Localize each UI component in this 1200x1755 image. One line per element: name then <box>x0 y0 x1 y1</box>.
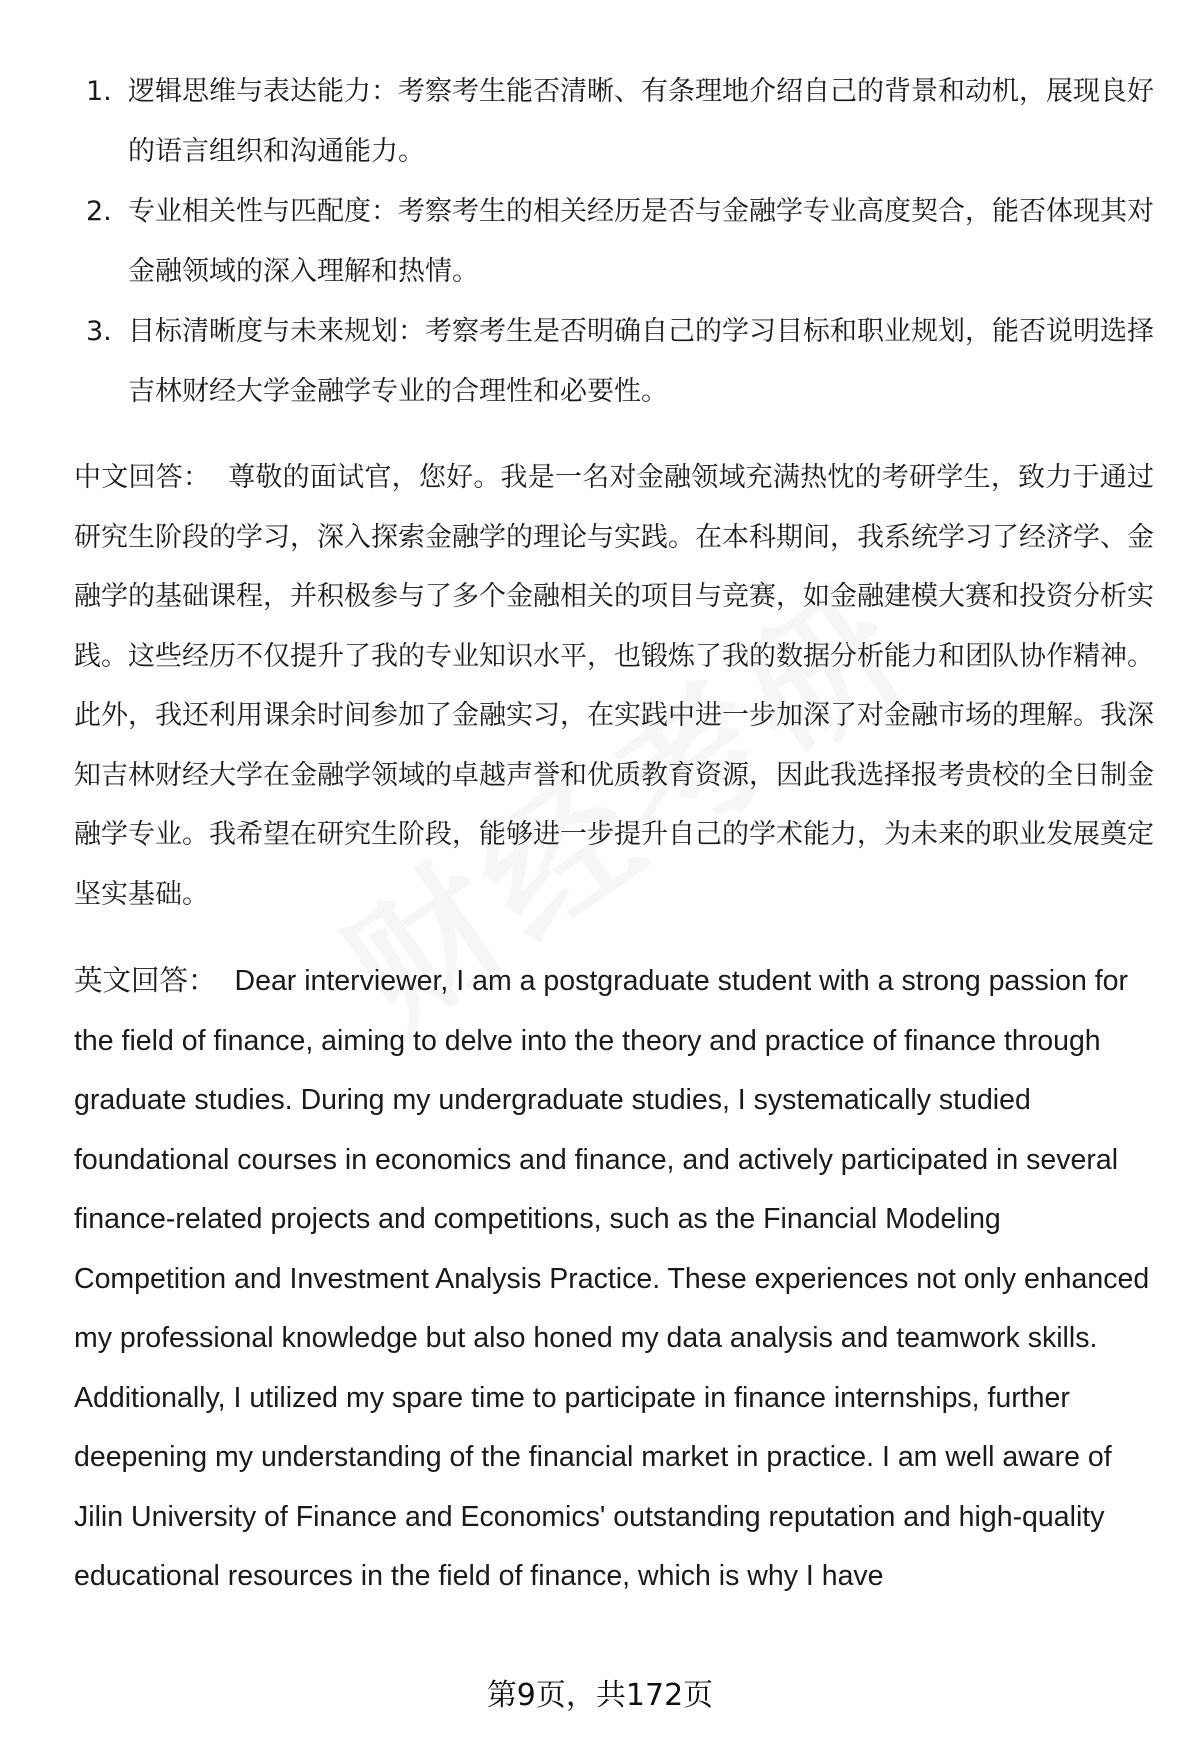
criteria-list <box>74 62 1154 422</box>
list-item-text: 逻辑思维与表达能力：考察考生能否清晰、有条理地介绍自己的背景和动机，展现良好的语言组织和沟通能力。 <box>128 76 1154 167</box>
english-answer-text: Dear interviewer, I am a postgraduate student with a strong passion for the field of finance, aiming to delve into the theory and practice of finance through graduate studies. During my undergraduate studies, I systematically studied foundational courses in economics and finance, and actively participated in several finance-related projects and competitions, such as the Financial Modeling Competition and Investment Analysis Practice. These experiences not only enhanced my professional knowledge but also honed my data analysis and teamwork skills. Additionally, I utilized my spare time to participate in finance internships, further deepening my understanding of the financial market in practice. I am well aware of Jilin University of Finance and Economics' outstanding reputation and high-quality educational resources in the field of finance, which is why I have <box>74 965 1150 1592</box>
list-item <box>74 302 1154 422</box>
list-item-text: 专业相关性与匹配度：考察考生的相关经历是否与金融学专业高度契合，能否体现其对金融领域的深入理解和热情。 <box>128 196 1154 287</box>
list-item-number: 2. <box>86 196 112 227</box>
chinese-answer-label: 中文回答： <box>74 462 211 493</box>
list-item <box>74 182 1154 302</box>
list-item-number: 3. <box>86 316 112 347</box>
chinese-answer-paragraph <box>74 448 1154 924</box>
list-item-number: 1. <box>86 76 112 107</box>
chinese-answer-text: 尊敬的面试官，您好。我是一名对金融领域充满热忱的考研学生，致力于通过研究生阶段的学习，深入探索金融学的理论与实践。在本科期间，我系统学习了经济学、金融学的基础课程，并积极参与了多个金融相关的项目与竞赛，如金融建模大赛和投资分析实践。这些经历不仅提升了我的专业知识水平，也锻炼了我的数据分析能力和团队协作精神。此外，我还利用课余时间参加了金融实习，在实践中进一步加深了对金融市场的理解。我深知吉林财经大学在金融学领域的卓越声誉和优质教育资源，因此我选择报考贵校的全日制金融学专业。我希望在研究生阶段，能够进一步提升自己的学术能力，为未来的职业发展奠定坚实基础。 <box>74 462 1155 910</box>
english-answer-label: 英文回答： <box>74 965 217 997</box>
list-item <box>74 62 1154 182</box>
page-number-footer: 第9页，共172页 <box>486 1678 714 1713</box>
list-item-text: 目标清晰度与未来规划：考察考生是否明确自己的学习目标和职业规划，能否说明选择吉林财经大学金融学专业的合理性和必要性。 <box>128 316 1154 407</box>
english-answer-paragraph <box>74 952 1154 1607</box>
